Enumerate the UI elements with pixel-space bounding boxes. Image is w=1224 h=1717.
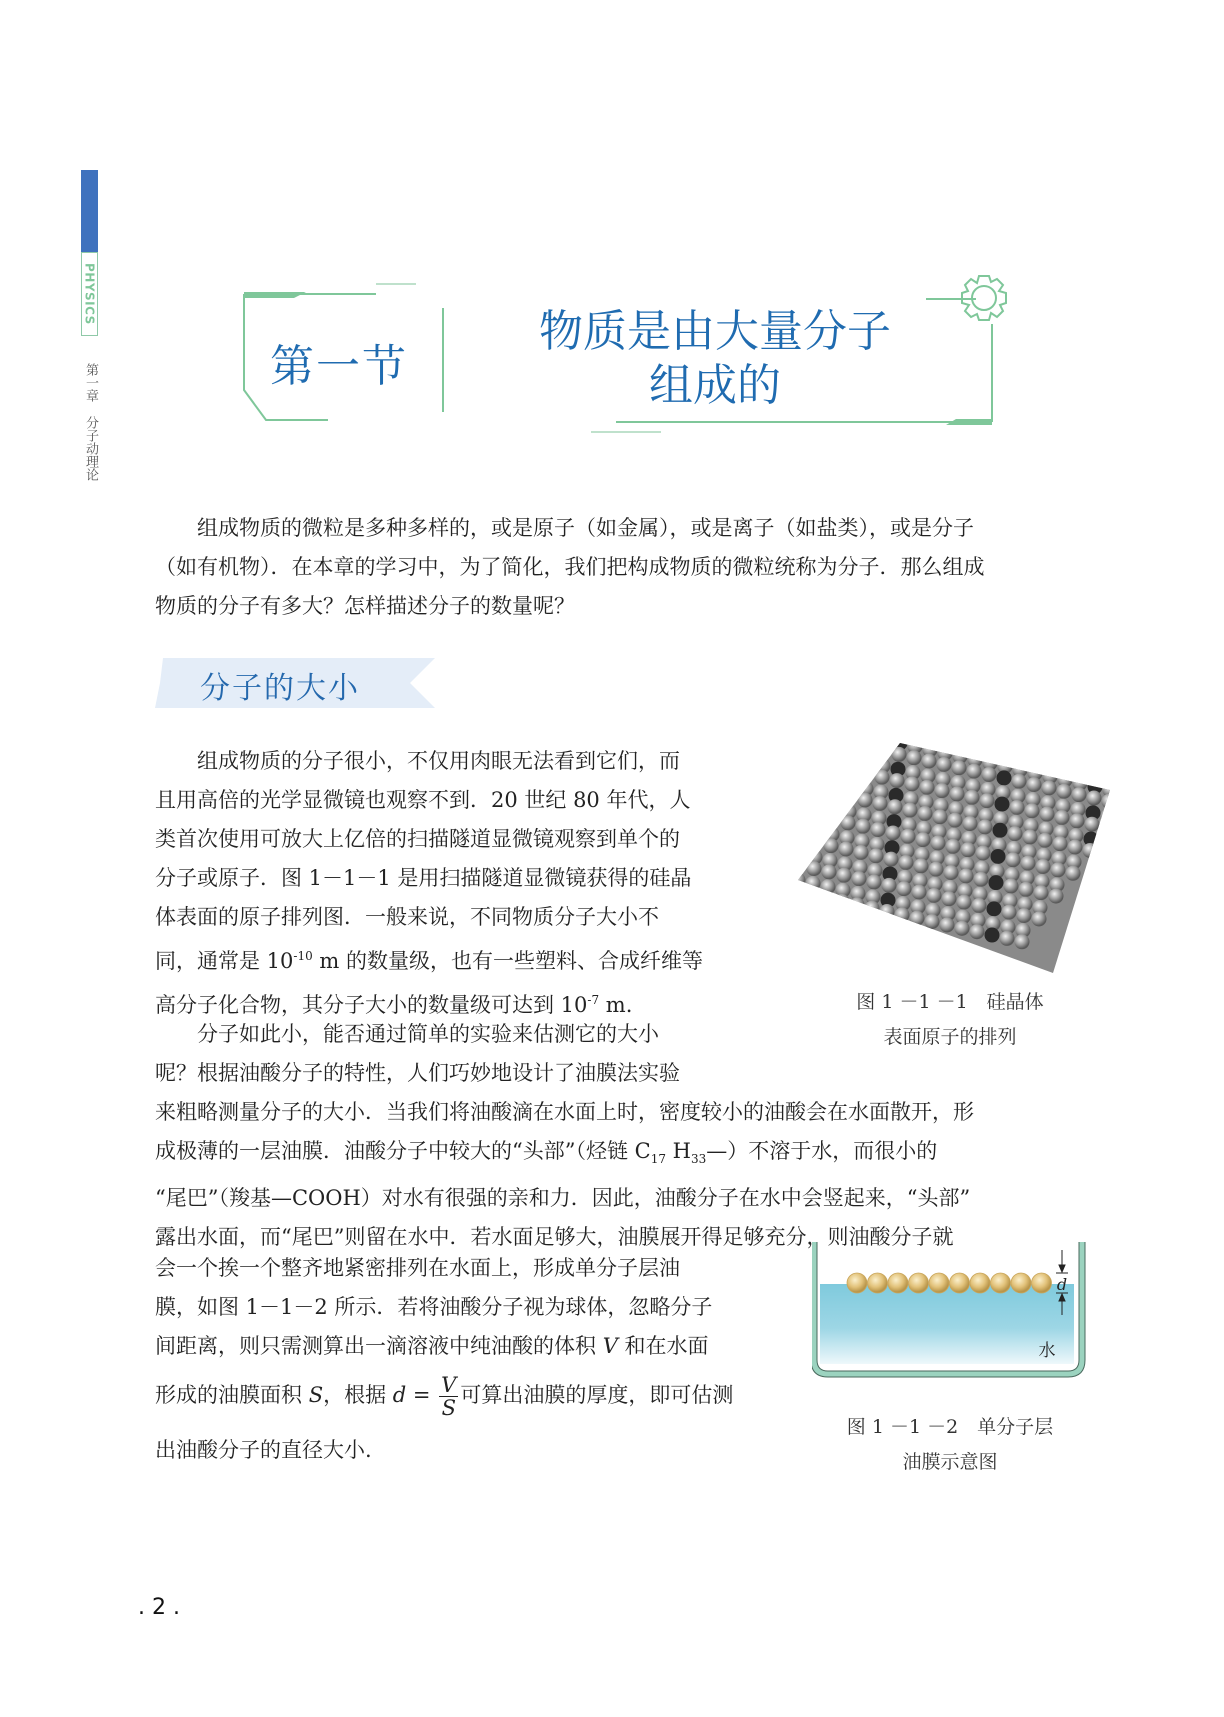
atom [837,868,852,883]
atom [933,809,948,824]
atom [901,829,916,844]
atom [1023,830,1038,845]
caption-line: 表面原子的排列 [883,1026,1017,1048]
text-line: 分子如此小，能否通过简单的实验来估测它的大小 [197,1022,659,1046]
body-paragraph-2-top [155,1015,767,1093]
text-line: 出油酸分子的直径大小. [155,1438,372,1462]
atom [1015,934,1030,949]
atom [1057,784,1072,799]
atom [806,876,821,891]
atom [899,855,914,870]
atom [940,917,955,932]
atom [905,776,920,791]
atom [1087,791,1102,806]
intro-paragraph [155,509,1110,626]
oil-molecule [929,1273,949,1293]
atom [937,757,952,772]
atom [875,770,890,785]
oil-film-diagram [812,1240,1102,1380]
text-line: 体表面的原子排列图．一般来说，不同物质分子大小不 [155,905,659,929]
fraction-denominator: S [441,1396,456,1420]
atom [1021,856,1036,871]
atom [948,813,963,828]
equals-sign: = [406,1383,438,1407]
atom [820,891,835,906]
title-line-2: 组成的 [649,360,781,411]
caption-line: 图 1 －1 －1 硅晶体 [856,991,1044,1013]
text-line: 露出水面，而“尾巴”则留在水中．若水面足够大，油膜展开得足够充分，则油酸分子就 [155,1225,954,1250]
atom [927,888,942,903]
text-span: m 的数量级，也有一些塑料、合成纤维等 [312,949,703,973]
atom [907,750,922,765]
text-span: 和在水面 [617,1334,709,1358]
atom [952,760,967,775]
atom [867,875,882,890]
atom [1085,817,1100,832]
atom [976,846,991,861]
atom [1072,787,1087,802]
atom [1036,859,1051,874]
text-line: 来粗略测量分子的大小．当我们将油酸滴在水面上时，密度较小的油酸会在水面散开，形 [155,1100,974,1124]
atom [807,861,822,876]
text-span: H [666,1139,691,1163]
text-span: —）不溶于水，而很小的 [706,1139,938,1163]
atom [982,767,997,782]
atom [1066,866,1081,881]
atom [890,773,905,788]
text-line: 组成物质的微粒是多种多样的，或是原子（如金属），或是离子（如盐类），或是分子 [197,516,974,540]
atom [1038,833,1053,848]
atom [841,815,856,830]
atom [1000,931,1015,946]
text-line [155,1132,1110,1179]
text-line: 分子或原子．图 1－1－1 是用扫描隧道显微镜获得的硅晶 [155,866,692,890]
variable-d: d [392,1383,407,1407]
atom [1002,905,1017,920]
atom [895,907,910,922]
oil-molecule [950,1273,970,1293]
sidebar-accent-bar [81,170,98,252]
atom [856,819,871,834]
atom [912,885,927,900]
water [820,1284,1074,1364]
atom [991,849,1006,864]
atom [1101,809,1116,824]
figure2-caption [830,1410,1070,1480]
atom [1055,810,1070,825]
text-line [155,937,767,981]
subject-label: PHYSICS [82,263,97,325]
variable-s: S [308,1383,324,1407]
page-title [480,305,950,413]
text-line: （如有机物）．在本章的学习中，为了简化，我们把构成物质的微粒统称为分子．那么组成 [155,555,985,579]
atom [869,848,884,863]
oil-molecule [970,1273,990,1293]
atom [920,780,935,795]
atom [897,881,912,896]
thickness-label: d [1056,1275,1068,1294]
atom [1025,803,1040,818]
section-number: 第一节 [270,341,408,392]
atom [821,879,836,894]
atom [850,897,865,912]
atom [935,783,950,798]
atom [993,823,1008,838]
text-line: 呢？根据油酸分子的特性，人们巧妙地设计了油膜法实验 [155,1061,680,1085]
atom [871,822,886,837]
oil-molecule [888,1273,908,1293]
atom [950,787,965,802]
atom [1032,911,1047,926]
text-line [155,1327,790,1366]
atom [959,868,974,883]
atom [880,904,895,919]
atom [854,845,869,860]
formula-line [155,1374,790,1419]
atom [925,914,940,929]
oil-molecule [868,1273,888,1293]
atom [884,852,899,867]
caption-line: 油膜示意图 [902,1451,998,1473]
atom [886,825,901,840]
atom [892,747,907,762]
atom [1083,843,1098,858]
atom [1008,826,1023,841]
oil-molecule [1011,1273,1031,1293]
atom [965,790,980,805]
atom [1034,885,1049,900]
atom [987,901,1002,916]
atom [967,764,982,779]
text-span: 间距离，则只需测算出一滴溶液中纯油酸的体积 [155,1334,603,1358]
text-span: 同，通常是 10 [155,949,294,973]
chapter-number: 第一章 [83,363,98,402]
atom [1100,820,1115,835]
figure1-caption [830,985,1070,1055]
water-label: 水 [1038,1341,1056,1361]
atom [995,797,1010,812]
atom [1027,777,1042,792]
atom [795,884,805,899]
fraction-numerator: V [441,1373,457,1397]
atom [824,838,839,853]
atom [931,836,946,851]
atom [980,793,995,808]
atom [942,891,957,906]
atom [839,842,854,857]
atom [805,887,820,902]
exponent: -7 [587,993,600,1007]
atom [963,816,978,831]
atom [974,872,989,887]
atom [955,921,970,936]
text-line: 且用高倍的光学显微镜也观察不到．20 世纪 80 年代，人 [155,788,691,812]
atom [1010,800,1025,815]
atom [922,754,937,769]
atom [1004,879,1019,894]
atom [916,832,931,847]
atom [822,864,837,879]
atom [1068,840,1083,855]
atom [1019,882,1034,897]
atom [1042,780,1057,795]
atom [957,895,972,910]
atom [989,875,1004,890]
atom [1006,852,1021,867]
atom [972,898,987,913]
silicon-surface-image [795,735,1115,980]
atom [903,803,918,818]
atom [944,865,959,880]
atom [1070,813,1085,828]
chapter-indicator [82,363,98,481]
exponent: -10 [293,949,313,963]
page-number: . 2 . [138,1595,180,1620]
oil-molecule [909,1273,929,1293]
atom [910,911,925,926]
body-paragraph-1 [155,742,767,1025]
chapter-title: 分子动理论 [83,416,98,481]
text-line: 类首次使用可放大上亿倍的扫描隧道显微镜观察到单个的 [155,827,680,851]
subscript: 33 [691,1152,707,1167]
text-line: 膜，如图 1－1－2 所示．若将油酸分子视为球体，忽略分子 [155,1295,713,1319]
text-line: “尾巴”（羧基—COOH）对水有很强的亲和力．因此，油酸分子在水中会竖起来，“头部” [155,1186,971,1211]
atom [1017,908,1032,923]
text-span: m. [599,993,633,1017]
atom [946,839,961,854]
atom [961,842,976,857]
text-line: 会一个挨一个整齐地紧密排列在水面上，形成单分子层油 [155,1256,680,1280]
subscript: 17 [650,1152,666,1167]
body-paragraph-2-middle [155,1093,1110,1257]
atom [882,878,897,893]
text-span: 可算出油膜的厚度，即可估测 [460,1383,734,1407]
text-line: 物质的分子有多大？怎样描述分子的数量呢？ [155,594,575,618]
text-line: 组成物质的分子很小，不仅用肉眼无法看到它们，而 [197,749,680,773]
oil-molecule [847,1273,867,1293]
atom [970,924,985,939]
variable-v: V [602,1334,618,1358]
atom [1053,836,1068,851]
atom [865,901,880,916]
section-heading: 分子的大小 [200,671,360,706]
atom [1051,862,1066,877]
atom [978,819,993,834]
atom [888,799,903,814]
oil-molecule [991,1273,1011,1293]
atom [835,894,850,909]
title-line-1: 物质是由大量分子 [539,306,891,357]
caption-line: 图 1 －1 －2 单分子层 [846,1416,1054,1438]
fraction-v-over-s [439,1374,458,1419]
atom [918,806,933,821]
atom [1049,889,1064,904]
atom [997,770,1012,785]
atom [929,862,944,877]
text-span: 高分子化合物，其分子大小的数量级可达到 10 [155,993,588,1017]
text-span: ，根据 [323,1383,393,1407]
atom [914,858,929,873]
atom [873,796,888,811]
body-paragraph-2-bottom [155,1249,790,1470]
text-span: 形成的油膜面积 [155,1383,309,1407]
oil-molecule [1032,1273,1052,1293]
atom [852,871,867,886]
subject-tab [81,252,98,336]
text-span: 成极薄的一层油膜．油酸分子中较大的“头部”（烃链 C [155,1139,651,1163]
atom [985,928,1000,943]
atom [1012,774,1027,789]
atom [1040,807,1055,822]
atom [858,793,873,808]
